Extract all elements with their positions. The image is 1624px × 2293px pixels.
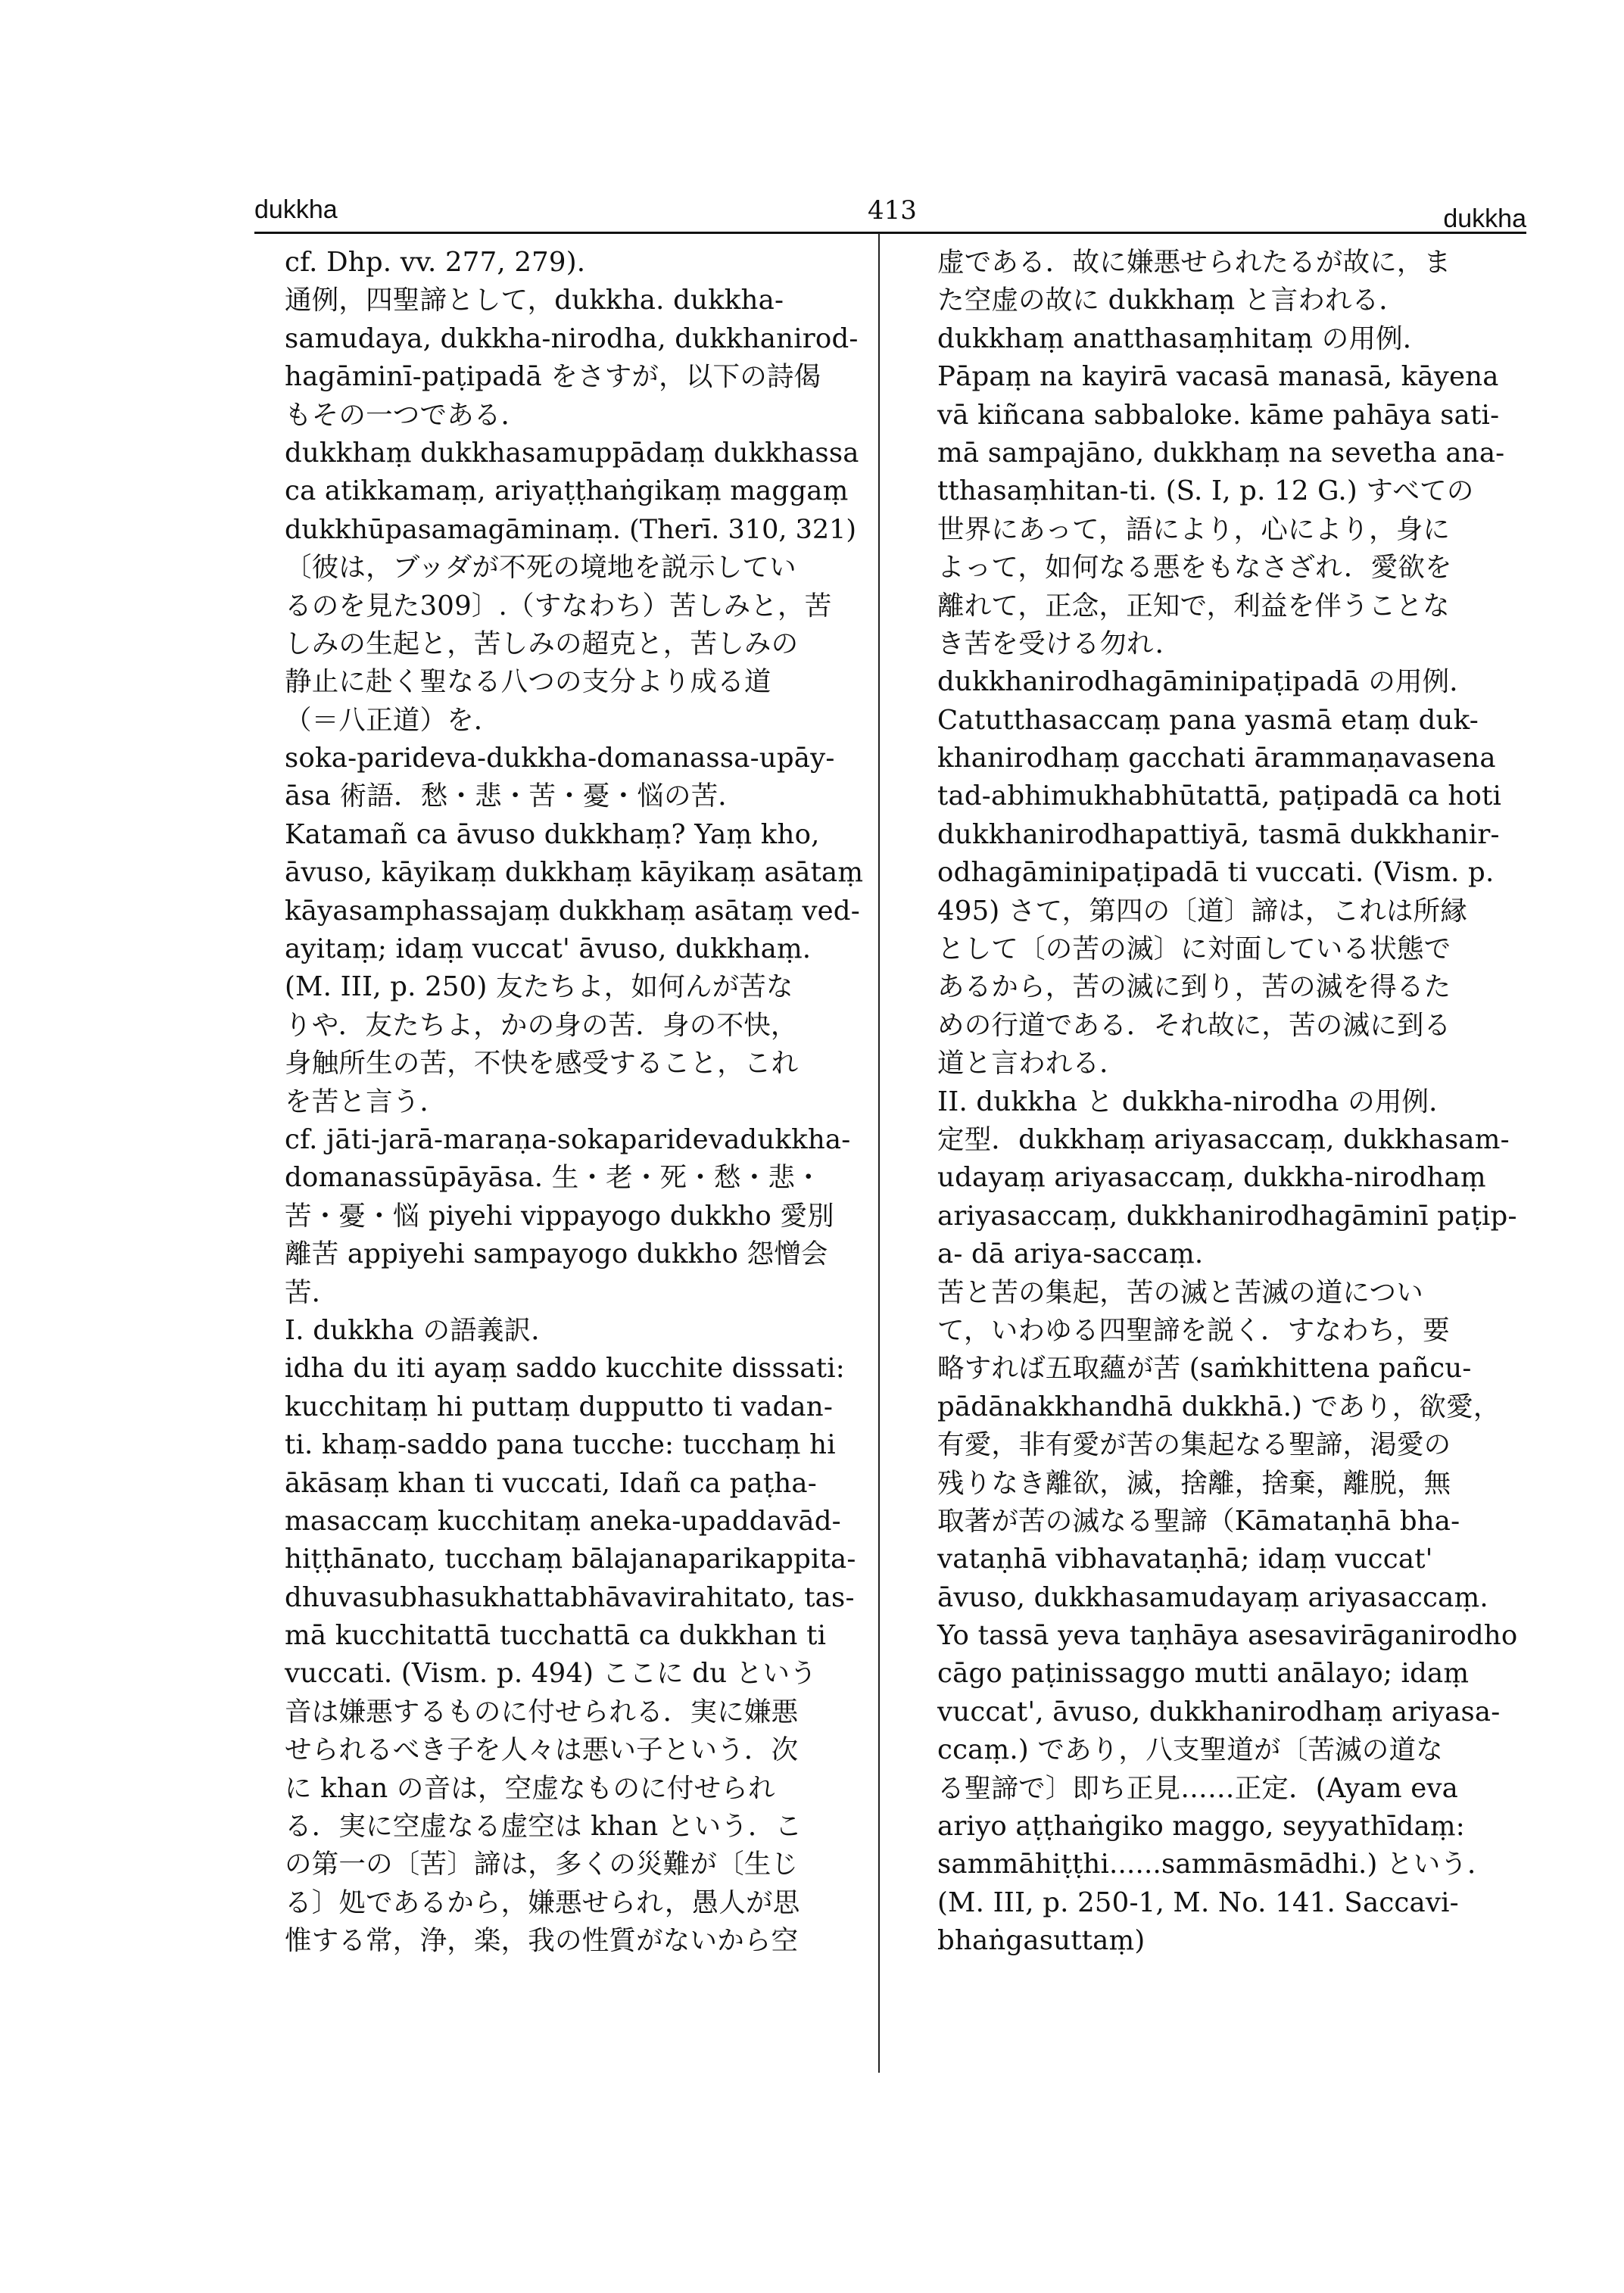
text-line: cf. jāti-jarā-maraṇa-sokaparidevadukkha- — [285, 1123, 851, 1155]
text-line: ca atikkamaṃ, ariyaṭṭhaṅgikaṃ maggaṃ — [285, 475, 849, 507]
text-line: odhagāminipaṭipadā ti vuccati. (Vism. p. — [937, 857, 1495, 889]
text-line: Katamañ ca āvuso dukkhaṃ? Yaṃ kho, — [285, 818, 820, 850]
text-line: 定型．dukkhaṃ ariyasaccaṃ, dukkhasam- — [937, 1123, 1510, 1155]
text-line: 世界にあって，語により，心により，身に — [937, 513, 1451, 545]
text-line: 音は嫌悪するものに付せられる．実に嫌悪 — [285, 1696, 799, 1728]
text-line: ariyo aṭṭhaṅgiko maggo, seyyathīdaṃ: — [937, 1811, 1465, 1843]
text-line: の第一の〔苦〕諦は，多くの災難が〔生じ — [285, 1849, 799, 1880]
text-line: a- dā ariya-saccaṃ. — [937, 1238, 1204, 1270]
text-line: tad-abhimukhabhūtattā, paṭipadā ca hoti — [937, 780, 1502, 812]
text-line: る聖諦で〕即ち正見……正定．(Ayam eva — [937, 1772, 1459, 1804]
text-line: 道と言われる． — [937, 1048, 1127, 1080]
text-line: 苦・憂・悩 piyehi vippayogo dukkho 愛別 — [285, 1200, 834, 1232]
text-line: き苦を受ける勿れ． — [937, 628, 1183, 659]
text-line: （＝八正道）を． — [285, 704, 501, 736]
text-line: りや．友たちよ，かの身の苦．身の不快， — [285, 1009, 798, 1041]
text-line: domanassūpāyāsa. 生・老・死・愁・悲・ — [285, 1162, 822, 1194]
text-line: sammāhiṭṭhi......sammāsmādhi.) という． — [937, 1849, 1495, 1880]
text-line: せられるべき子を人々は悪い子という．次 — [285, 1734, 799, 1766]
text-line: udayaṃ ariyasaccaṃ, dukkha-nirodhaṃ — [937, 1162, 1486, 1194]
text-line: よって，如何なる悪をもなさざれ．愛欲を — [937, 552, 1452, 584]
text-line: 取著が苦の滅なる聖諦（Kāmataṇhā bha- — [937, 1505, 1460, 1537]
text-line: mā sampajāno, dukkhaṃ na sevetha ana- — [937, 437, 1505, 469]
text-line: I. dukkha の語義訳． — [285, 1314, 559, 1346]
text-line: āvuso, kāyikaṃ dukkhaṃ kāyikaṃ asātaṃ — [285, 857, 864, 889]
text-line: しみの生起と，苦しみの超克と，苦しみの — [285, 628, 799, 659]
running-head-right: dukkha — [1443, 204, 1526, 233]
text-line: ayitaṃ; idaṃ vuccat' āvuso, dukkhaṃ. — [285, 933, 812, 965]
text-line: kāyasamphassajaṃ dukkhaṃ asātaṃ ved- — [285, 895, 860, 927]
text-line: 離苦 appiyehi sampayogo dukkho 怨憎会 — [285, 1238, 828, 1270]
text-line: masaccaṃ kucchitaṃ aneka-upaddavād- — [285, 1505, 841, 1537]
text-line: 静止に赴く聖なる八つの支分より成る道 — [285, 666, 771, 698]
text-line: 有愛，非有愛が苦の集起なる聖諦，渇愛の — [937, 1429, 1451, 1461]
text-line: dukkhanirodhagāminipaṭipadā の用例． — [937, 666, 1477, 698]
text-line: 離れて，正念，正知で，利益を伴うことな — [937, 590, 1450, 622]
text-line: 〔彼は，ブッダが不死の境地を説示してい — [285, 552, 796, 584]
text-line: dukkhūpasamagāminaṃ. (Therī. 310, 321) — [285, 514, 857, 545]
text-line: 残りなき離欲，滅，捨離，捨棄，離脱，無 — [937, 1467, 1451, 1499]
text-line: 苦と苦の集起，苦の滅と苦滅の道につい — [937, 1276, 1423, 1308]
text-line: tthasaṃhitan-ti. (S. I, p. 12 G.) すべての — [937, 475, 1474, 507]
text-line: Pāpaṃ na kayirā vacasā manasā, kāyena — [937, 361, 1499, 393]
text-line: として〔の苦の滅〕に対面している状態で — [937, 933, 1451, 965]
text-line: Yo tassā yeva taṇhāya asesavirāganirodho — [937, 1620, 1518, 1652]
text-line: dukkhanirodhapattiyā, tasmā dukkhanir- — [937, 818, 1500, 850]
text-line: て，いわゆる四聖諦を説く．すなわち，要 — [937, 1314, 1450, 1346]
text-line: に khan の音は，空虚なものに付せられ — [285, 1772, 775, 1804]
right-column — [937, 244, 1528, 1961]
text-line: bhaṅgasuttaṃ) — [937, 1925, 1146, 1957]
page-number: 413 — [868, 195, 917, 226]
text-line: 略すれば五取蘊が苦 (saṁkhittena pañcu- — [937, 1353, 1472, 1385]
text-line: II. dukkha と dukkha-nirodha の用例． — [937, 1086, 1456, 1117]
text-line: vataṇhā vibhavataṇhā; idaṃ vuccat' — [937, 1544, 1433, 1575]
text-line: あるから，苦の滅に到り，苦の滅を得るた — [937, 971, 1451, 1003]
text-line: 495) さて，第四の〔道〕諦は，これは所縁 — [937, 895, 1468, 927]
text-line: ākāsaṃ khan ti vuccati, Idañ ca paṭha- — [285, 1467, 817, 1499]
text-line: 惟する常，浄，楽，我の性質がないから空 — [285, 1925, 799, 1957]
text-line: ti. khaṃ-saddo pana tucche: tucchaṃ hi — [285, 1429, 836, 1461]
text-line: vuccat', āvuso, dukkhanirodhaṃ ariyasa- — [937, 1696, 1501, 1728]
text-line: を苦と言う． — [285, 1086, 447, 1117]
text-line: dhuvasubhasukhattabhāvavirahitato, tas- — [285, 1581, 855, 1613]
text-line: vā kiñcana sabbaloke. kāme pahāya sati- — [937, 399, 1500, 431]
text-line: 苦． — [285, 1276, 339, 1308]
text-line: ariyasaccaṃ, dukkhanirodhagāminī paṭip- — [937, 1200, 1517, 1232]
text-line: cāgo paṭinissaggo mutti anālayo; idaṃ — [937, 1658, 1470, 1690]
text-line: Catutthasaccaṃ pana yasmā etaṃ duk- — [937, 704, 1479, 736]
text-line: る．実に空虚なる虚空は khan という．こ — [285, 1811, 803, 1843]
text-line: 通例，四聖諦として，dukkha. dukkha- — [285, 285, 784, 316]
text-line: るのを見た309〕.（すなわち）苦しみと，苦 — [285, 590, 832, 622]
text-line: khanirodhaṃ gacchati ārammaṇavasena — [937, 743, 1496, 774]
text-line: る〕処であるから，嫌悪せられ，愚人が思 — [285, 1886, 800, 1918]
left-column — [285, 244, 863, 1961]
text-line: āvuso, dukkhasamudayaṃ ariyasaccaṃ. — [937, 1581, 1488, 1613]
text-line: もその一つである． — [285, 399, 528, 431]
header-rule — [254, 232, 1526, 234]
text-line: vuccati. (Vism. p. 494) ここに du という — [285, 1658, 817, 1690]
text-line: た空虚の故に dukkhaṃ と言われる． — [937, 285, 1407, 316]
text-line: めの行道である．それ故に，苦の滅に到る — [937, 1009, 1451, 1041]
text-line: pādānakkhandhā dukkhā.) であり，欲愛， — [937, 1391, 1501, 1422]
text-line: kucchitaṃ hi puttaṃ dupputto ti vadan- — [285, 1391, 834, 1422]
text-line: (M. III, p. 250-1, M. No. 141. Saccavi- — [937, 1886, 1459, 1918]
running-head-left: dukkha — [254, 195, 338, 224]
text-line: soka-parideva-dukkha-domanassa-upāy- — [285, 743, 835, 774]
text-line: dukkhaṃ anatthasaṃhitaṃ の用例． — [937, 322, 1430, 354]
text-line: mā kucchitattā tucchattā ca dukkhan ti — [285, 1620, 827, 1652]
text-line: 身触所生の苦，不快を感受すること，これ — [285, 1048, 799, 1080]
text-line: āsa 術語．愁・悲・苦・憂・悩の苦． — [285, 780, 746, 812]
text-line: hagāminī-paṭipadā をさすが，以下の詩偈 — [285, 361, 821, 393]
text-line: ccaṃ.) であり，八支聖道が〔苦滅の道な — [937, 1734, 1443, 1766]
text-line: hiṭṭhānato, tucchaṃ bālajanaparikappita- — [285, 1544, 856, 1575]
text-line: cf. Dhp. vv. 277, 279). — [285, 247, 586, 278]
text-line: (M. III, p. 250) 友たちよ，如何んが苦な — [285, 971, 793, 1003]
text-line: 虚である．故に嫌悪せられたるが故に，ま — [937, 247, 1451, 278]
column-divider — [878, 233, 880, 2073]
text-line: dukkhaṃ dukkhasamuppādaṃ dukkhassa — [285, 437, 859, 469]
text-line: samudaya, dukkha-nirodha, dukkhanirod- — [285, 322, 859, 354]
text-line: idha du iti ayaṃ saddo kucchite disssati: — [285, 1353, 845, 1385]
